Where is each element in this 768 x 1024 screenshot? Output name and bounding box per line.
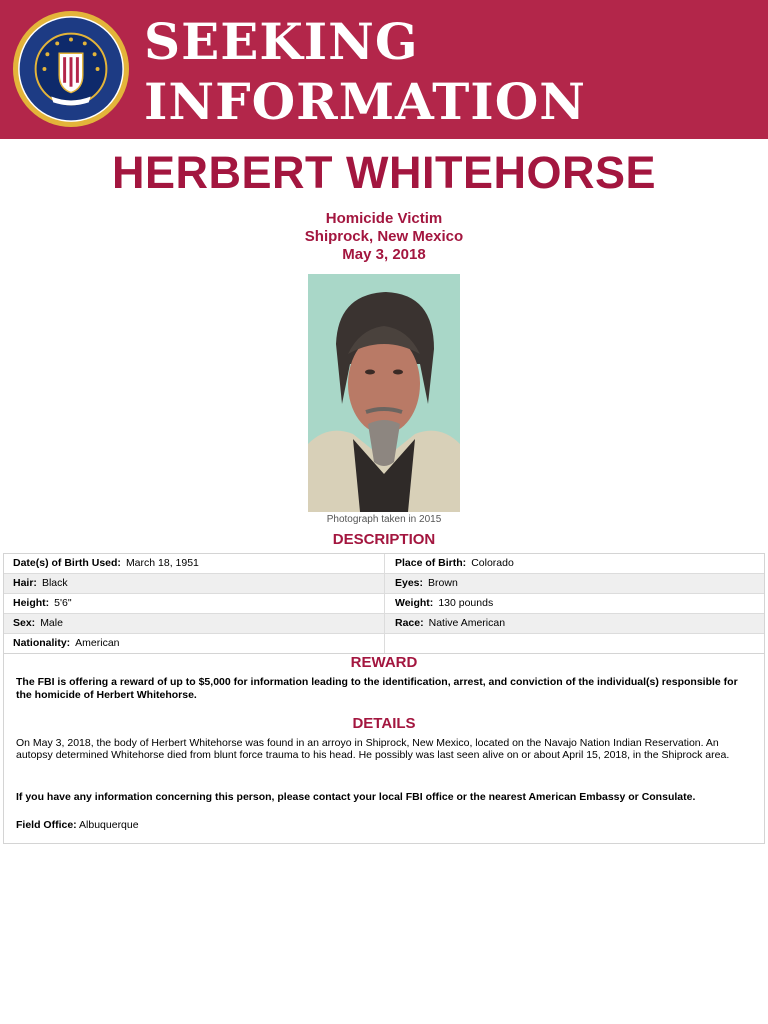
subject-date: May 3, 2018 [342,246,426,263]
subject-photo [308,274,460,512]
table-cell [384,614,764,633]
subject-status: Homicide Victim [325,210,443,227]
field-label: Race: [395,617,424,629]
table-cell [384,554,764,573]
field-value: American [75,637,120,649]
field-value: Black [41,577,68,589]
field-value: 130 pounds [438,597,494,609]
fbi-seal-icon [12,10,130,128]
description-table [3,553,765,654]
table-row [4,554,764,574]
reward-text: The FBI is offering a reward of up to $5,000 for information leading to the identification, arrest, and conviction of the individual(s) responsible for the homicide of Herbert Whitehorse. [16,676,738,701]
reward-title: REWARD [350,654,418,671]
field-value: Colorado [471,557,514,569]
header-banner [0,0,768,139]
subject-info [0,210,768,264]
field-label: Place of Birth: [395,557,467,569]
field-office-label: Field Office: [16,819,77,831]
table-cell [4,574,384,593]
table-cell [384,574,764,593]
table-row [4,574,764,594]
subject-name: HERBERT WHITEHORSE [111,147,656,198]
field-label: Date(s) of Birth Used: [13,557,121,569]
details-text: On May 3, 2018, the body of Herbert Whitehorse was found in an arroyo in Shiprock, New Mexico, located on the Navajo Nation Indian Reservation. An autopsy determined Whitehorse died from blunt force trauma to his head. He possibly was last seen alive on or about April 15, 2018, in the Shiprock area. [16,737,730,761]
field-value: 5'6" [54,597,72,609]
field-label: Hair: [13,577,37,589]
description-title: DESCRIPTION [332,531,436,548]
info-box [3,648,765,844]
field-office [16,819,139,831]
field-value: Native American [428,617,506,629]
table-cell [384,594,764,613]
table-cell [4,594,384,613]
table-row [4,614,764,634]
field-value: Brown [428,577,458,589]
photo-caption: Photograph taken in 2015 [326,514,442,525]
field-value: Male [40,617,63,629]
contact-text: If you have any information concerning this person, please contact your local FBI office or the nearest American Embassy or Consulate. [16,791,696,803]
field-label: Weight: [395,597,434,609]
table-cell [4,614,384,633]
field-label: Height: [13,597,50,609]
table-cell [4,554,384,573]
details-title: DETAILS [352,715,416,732]
banner-title-line1: SEEKING [144,12,419,71]
field-label: Sex: [13,617,36,629]
table-row [4,594,764,614]
field-label: Nationality: [13,637,71,649]
field-label: Eyes: [395,577,424,589]
field-value: March 18, 1951 [125,557,199,569]
field-office-value: Albuquerque [79,819,139,831]
subject-location: Shiprock, New Mexico [304,228,464,245]
banner-title-line2: INFORMATION [144,72,586,131]
